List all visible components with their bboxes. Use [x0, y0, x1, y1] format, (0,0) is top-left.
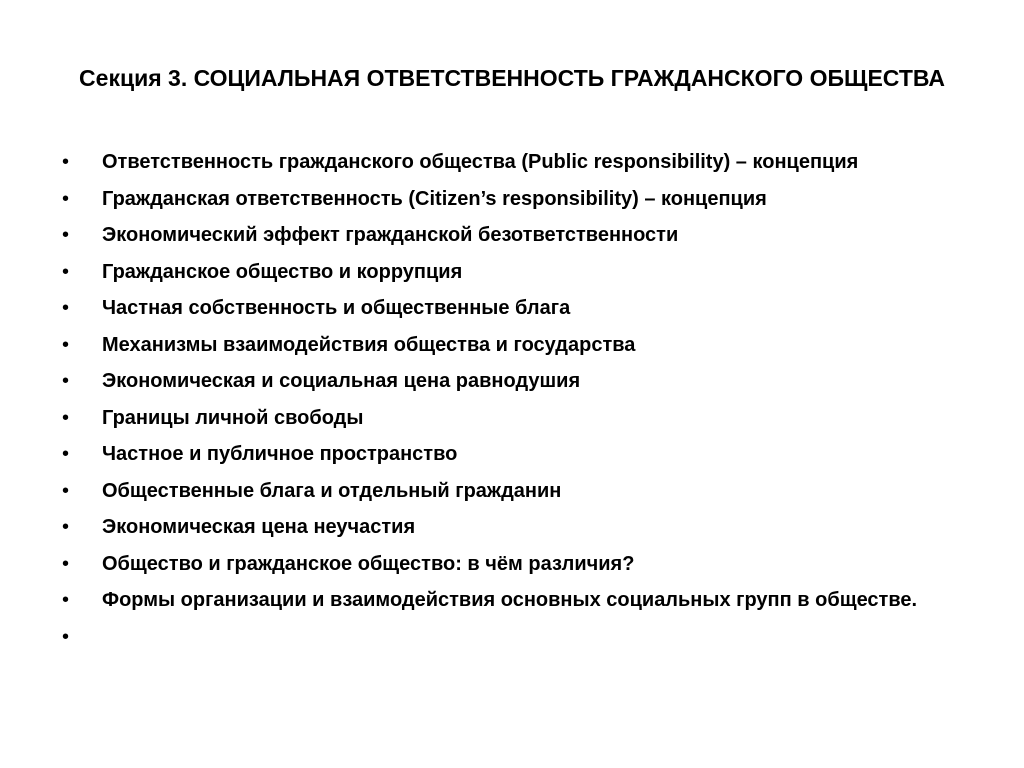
bullet-text: Гражданское общество и коррупция — [102, 260, 463, 283]
bullet-item — [62, 440, 982, 468]
bullet-item — [62, 221, 982, 249]
bullet-text: Ответственность гражданского общества (Public responsibility) – концепция — [102, 151, 859, 173]
slide-title: Секция 3. СОЦИАЛЬНАЯ ОТВЕТСТВЕННОСТЬ ГРАЖДАНСКОГО ОБЩЕСТВА — [79, 65, 945, 91]
bullet-item — [62, 550, 982, 578]
bullet-text: Гражданская ответственность (Citizen’s responsibility) – концепция — [102, 187, 767, 210]
bullet-item — [62, 148, 982, 176]
bullet-icon: • — [62, 333, 70, 356]
bullet-text: Экономический эффект гражданской безответственности — [102, 224, 679, 246]
bullet-icon: • — [62, 260, 70, 283]
bullet-text: Частная собственность и общественные блага — [102, 297, 571, 319]
bullet-item — [62, 331, 982, 359]
bullet-item — [62, 513, 982, 541]
bullet-item — [62, 185, 982, 213]
bullet-text: Экономическая и социальная цена равнодушия — [102, 370, 581, 392]
bullet-text: Частное и публичное пространство — [102, 443, 458, 465]
bullet-icon: • — [62, 552, 70, 575]
bullet-text: Общество и гражданское общество: в чём различия? — [102, 552, 635, 575]
bullet-icon: • — [62, 589, 70, 611]
bullet-icon: • — [62, 479, 70, 502]
bullet-icon: • — [62, 516, 70, 538]
bullet-icon: • — [62, 443, 70, 465]
bullet-icon: • — [62, 187, 70, 210]
bullet-icon: • — [62, 625, 70, 648]
bullet-item — [62, 294, 982, 322]
bullet-text: Границы личной свободы — [102, 406, 364, 429]
bullet-item — [62, 586, 982, 614]
bullet-icon: • — [62, 406, 70, 429]
bullet-text: Механизмы взаимодействия общества и государства — [102, 333, 636, 356]
bullet-icon: • — [62, 370, 70, 392]
bullet-item — [62, 477, 982, 505]
bullet-item — [62, 258, 982, 286]
bullet-text: Экономическая цена неучастия — [102, 516, 416, 538]
bullet-item — [62, 367, 982, 395]
bullet-icon: • — [62, 151, 70, 173]
bullet-text: Формы организации и взаимодействия основных социальных групп в обществе. — [102, 589, 918, 611]
bullet-text: Общественные блага и отдельный гражданин — [102, 479, 562, 502]
bullet-item — [62, 623, 982, 651]
bullet-icon: • — [62, 224, 70, 246]
bullet-list — [62, 148, 982, 659]
bullet-icon: • — [62, 297, 70, 319]
bullet-item — [62, 404, 982, 432]
bullet-text — [102, 623, 982, 651]
